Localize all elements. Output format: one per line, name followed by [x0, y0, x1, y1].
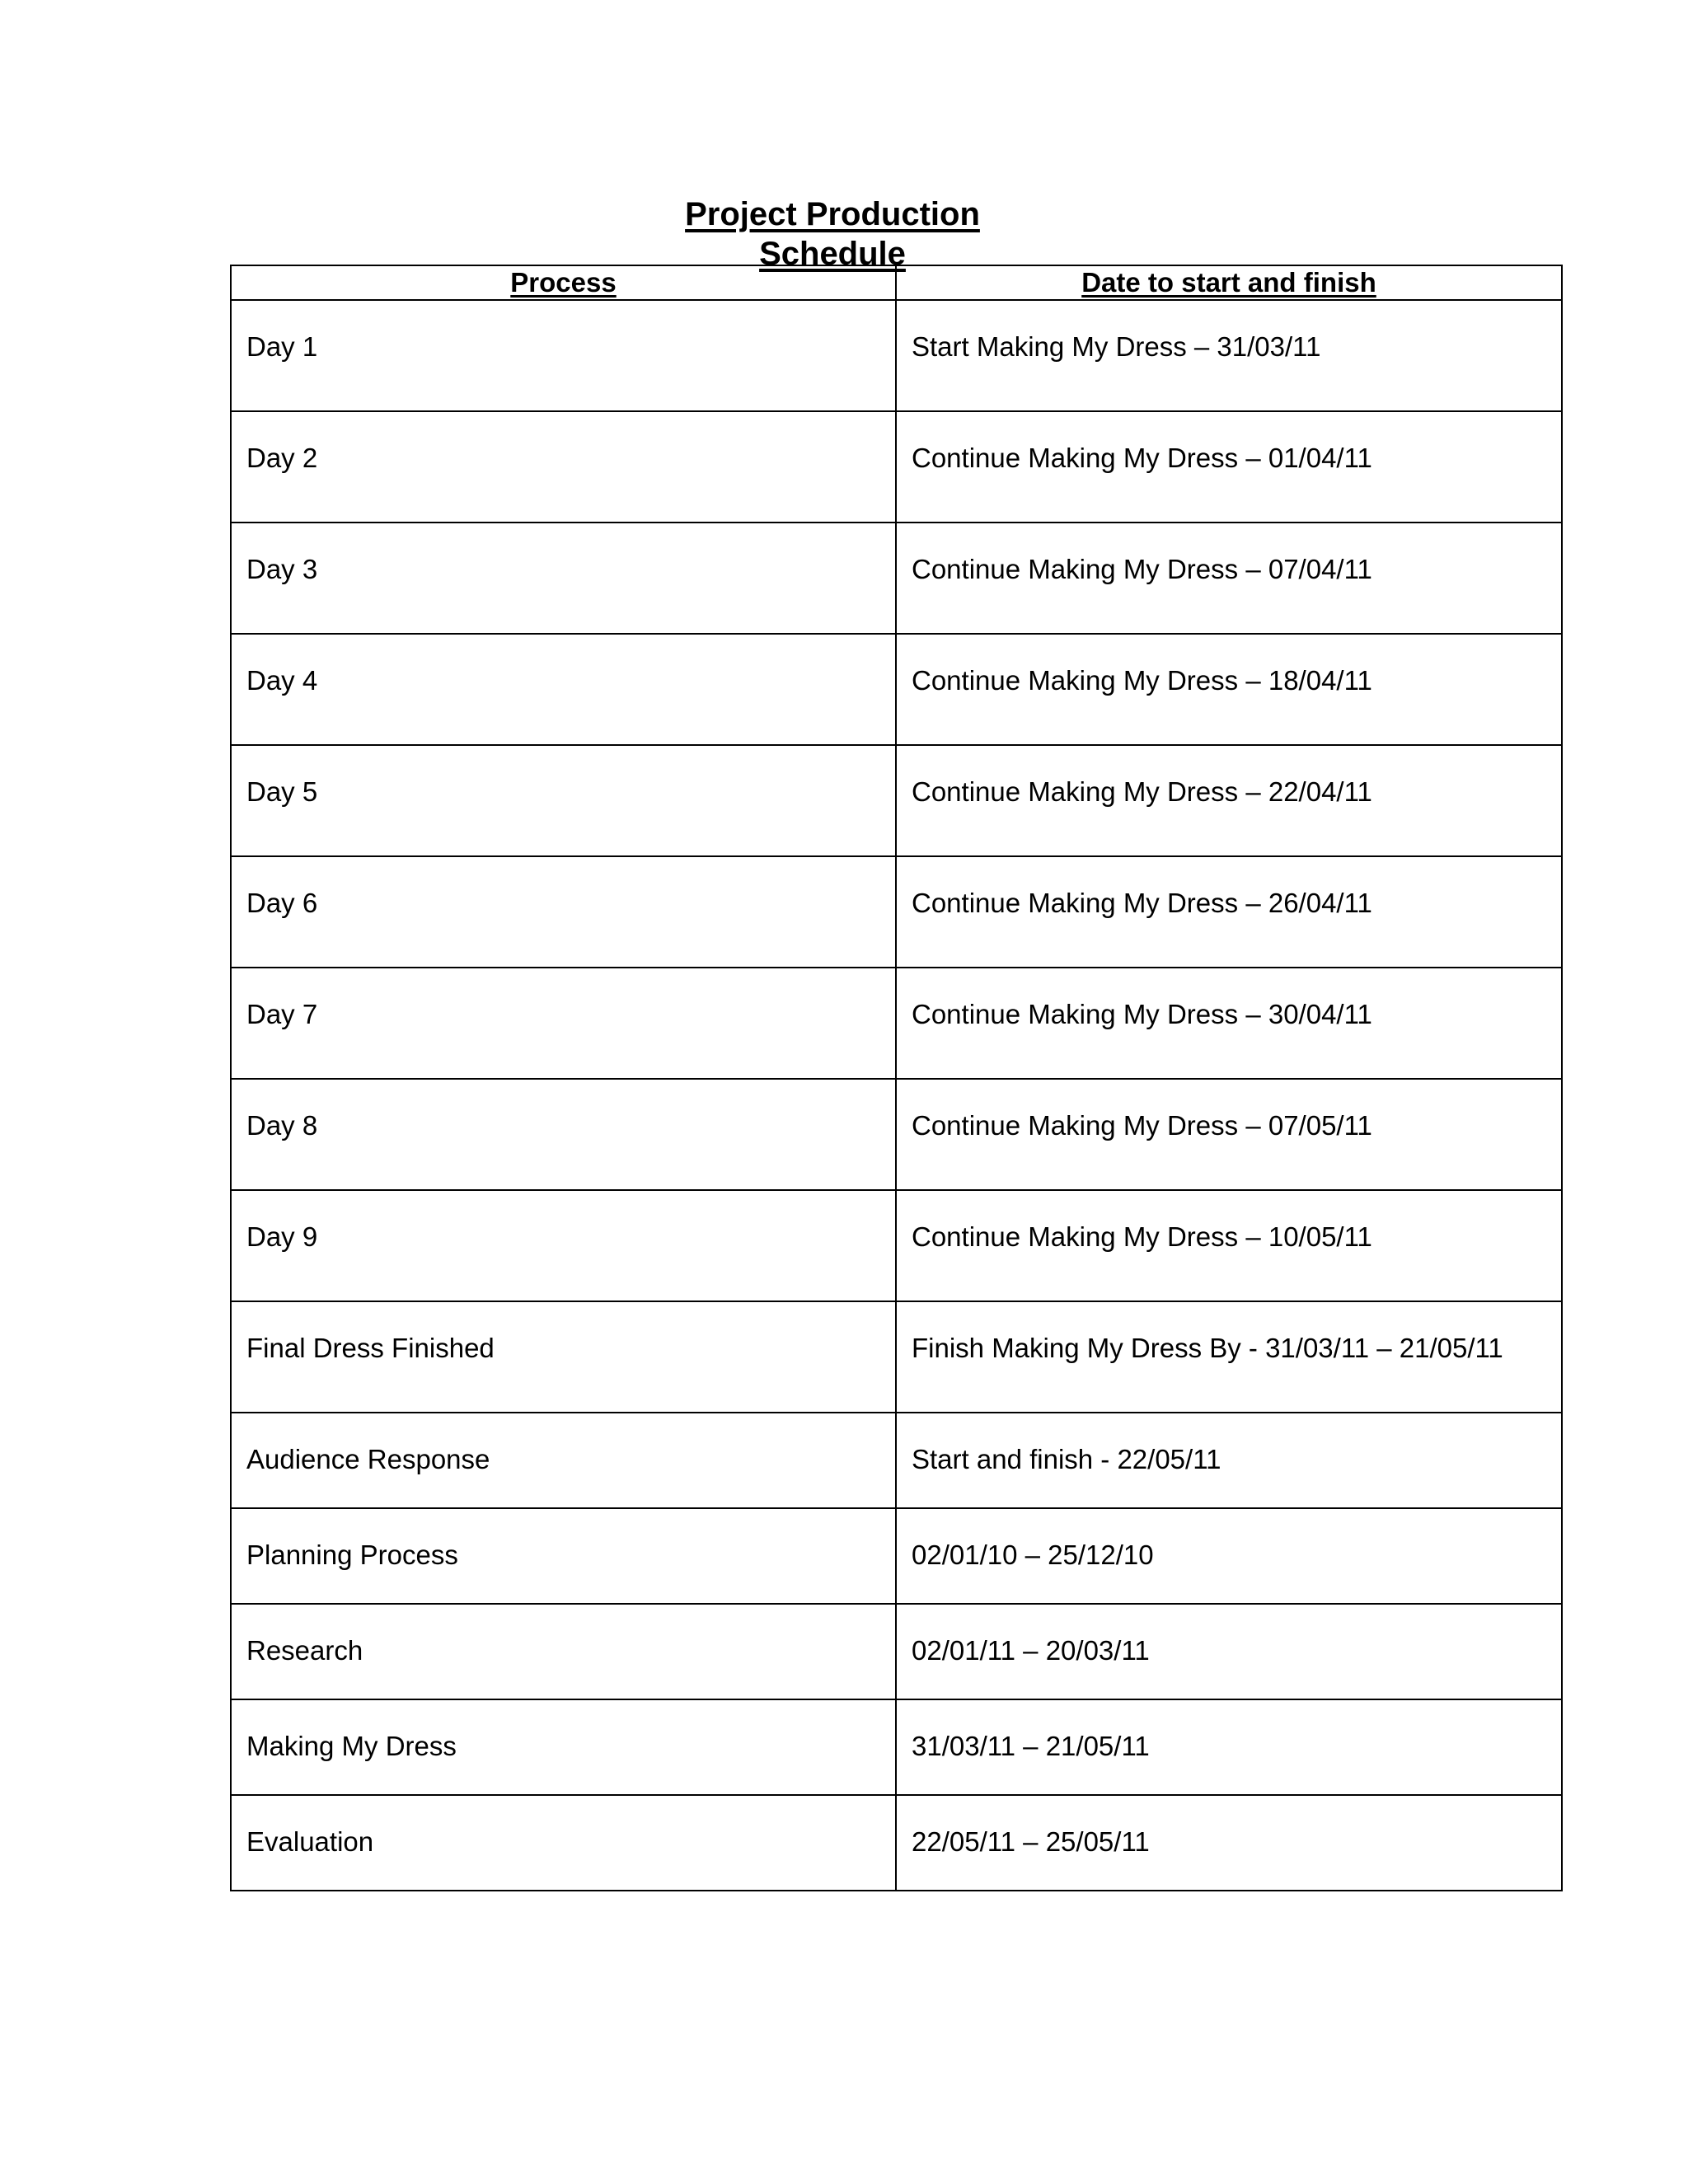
dates-cell: Continue Making My Dress – 10/05/11	[896, 1190, 1562, 1301]
dates-cell: Finish Making My Dress By - 31/03/11 – 21/05/11	[896, 1301, 1562, 1413]
process-cell: Evaluation	[231, 1795, 896, 1891]
process-cell: Day 8	[231, 1079, 896, 1190]
process-cell: Audience Response	[231, 1413, 896, 1508]
table-row	[231, 634, 1562, 745]
dates-cell: Continue Making My Dress – 18/04/11	[896, 634, 1562, 745]
table-row	[231, 968, 1562, 1079]
table-row	[231, 1699, 1562, 1795]
dates-cell: Continue Making My Dress – 30/04/11	[896, 968, 1562, 1079]
dates-cell: 02/01/10 – 25/12/10	[896, 1508, 1562, 1604]
process-cell: Day 9	[231, 1190, 896, 1301]
dates-cell: Continue Making My Dress – 22/04/11	[896, 745, 1562, 856]
process-cell: Day 7	[231, 968, 896, 1079]
table-row	[231, 1795, 1562, 1891]
title-container	[610, 194, 1055, 274]
process-cell: Making My Dress	[231, 1699, 896, 1795]
dates-cell: Start Making My Dress – 31/03/11	[896, 300, 1562, 411]
dates-cell: Continue Making My Dress – 01/04/11	[896, 411, 1562, 523]
table-row	[231, 1604, 1562, 1699]
dates-cell: 22/05/11 – 25/05/11	[896, 1795, 1562, 1891]
schedule-table	[230, 265, 1563, 1891]
table-row	[231, 523, 1562, 634]
process-cell: Final Dress Finished	[231, 1301, 896, 1413]
dates-cell: 02/01/11 – 20/03/11	[896, 1604, 1562, 1699]
dates-cell: Continue Making My Dress – 07/05/11	[896, 1079, 1562, 1190]
page-title: Project Production Schedule	[685, 196, 980, 272]
dates-cell: Continue Making My Dress – 26/04/11	[896, 856, 1562, 968]
process-cell: Day 5	[231, 745, 896, 856]
column-header-dates: Date to start and finish	[896, 265, 1562, 300]
table-row	[231, 1413, 1562, 1508]
dates-cell: Continue Making My Dress – 07/04/11	[896, 523, 1562, 634]
table-row	[231, 1190, 1562, 1301]
table-row	[231, 856, 1562, 968]
process-cell: Day 1	[231, 300, 896, 411]
process-cell: Planning Process	[231, 1508, 896, 1604]
process-cell: Day 2	[231, 411, 896, 523]
table-row	[231, 1079, 1562, 1190]
dates-cell: 31/03/11 – 21/05/11	[896, 1699, 1562, 1795]
table-row	[231, 1301, 1562, 1413]
table-row	[231, 411, 1562, 523]
process-cell: Day 6	[231, 856, 896, 968]
process-cell: Day 4	[231, 634, 896, 745]
table-header-row	[231, 265, 1562, 300]
process-cell: Research	[231, 1604, 896, 1699]
table-row	[231, 300, 1562, 411]
table-row	[231, 1508, 1562, 1604]
column-header-process: Process	[231, 265, 896, 300]
process-cell: Day 3	[231, 523, 896, 634]
table-row	[231, 745, 1562, 856]
dates-cell: Start and finish - 22/05/11	[896, 1413, 1562, 1508]
